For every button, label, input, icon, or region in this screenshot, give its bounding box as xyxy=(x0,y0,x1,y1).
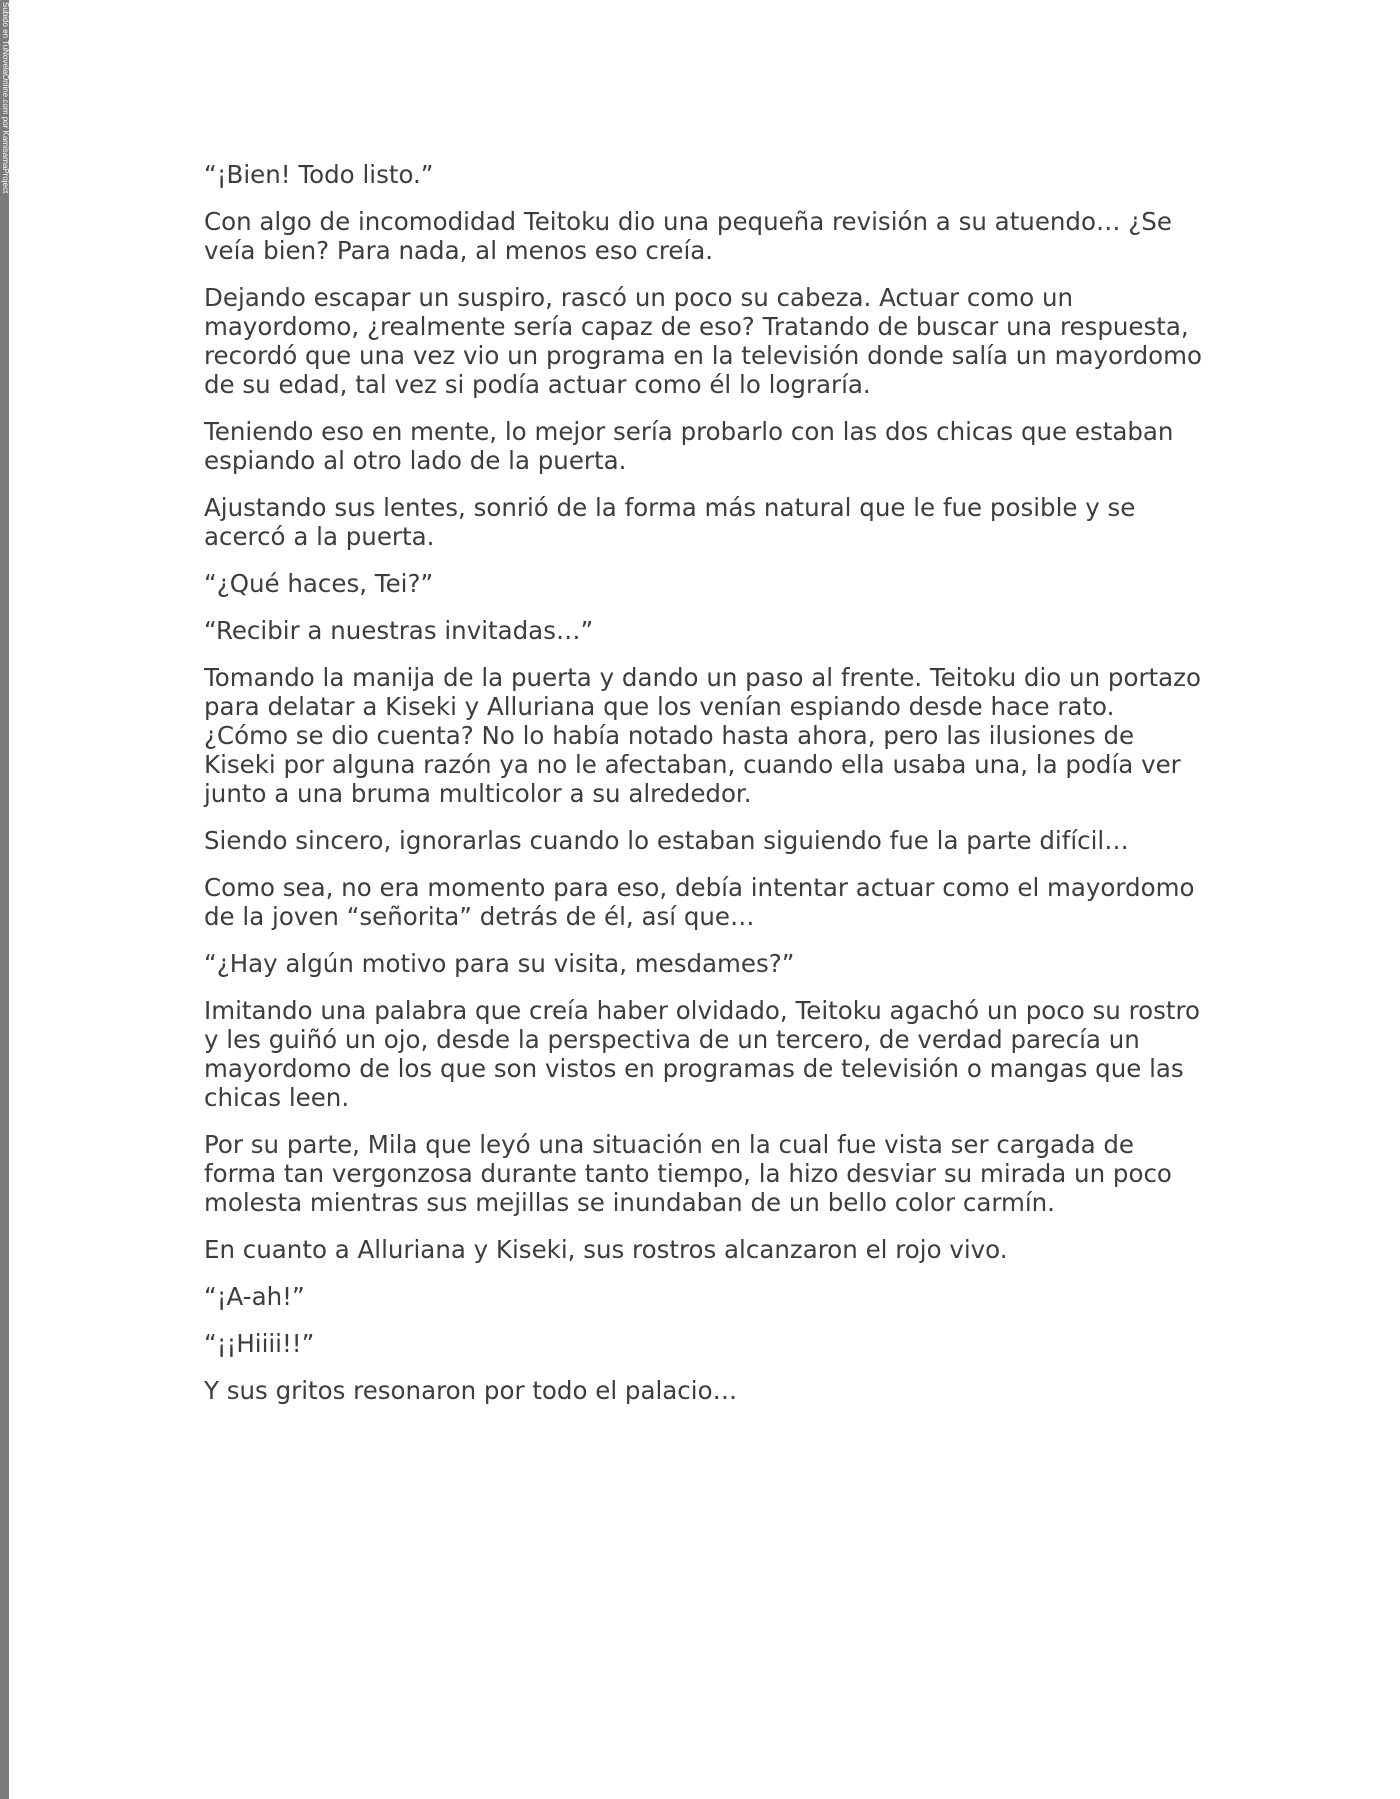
paragraph: Siendo sincero, ignorarlas cuando lo estaban siguiendo fue la parte difícil… xyxy=(204,826,1129,855)
paragraph: Con algo de incomodidad Teitoku dio una pequeña revisión a su atuendo… ¿Se veía bien? Para nada, al menos eso creía. xyxy=(204,207,1172,265)
paragraph: Tomando la manija de la puerta y dando un paso al frente. Teitoku dio un portazo para delatar a Kiseki y Alluriana que los venían espiando desde hace rato. ¿Cómo se dio cuenta? No lo había notado hasta ahora, pero las ilusiones de Kiseki por alguna razón ya no le afectaban, cuando ella usaba una, la podía ver junto a una bruma multicolor a su alrededor. xyxy=(204,663,1201,808)
paragraph: “¡¡Hiiii!!” xyxy=(204,1329,315,1358)
watermark-text: Subido en TuNovelaOnline.com por KamisamaProject xyxy=(1,2,10,194)
paragraph: “¡A-ah!” xyxy=(204,1282,305,1311)
paragraph: “¡Bien! Todo listo.” xyxy=(204,160,434,189)
paragraph: Ajustando sus lentes, sonrió de la forma más natural que le fue posible y se acercó a la puerta. xyxy=(204,493,1136,551)
watermark xyxy=(1,2,9,212)
paragraph: Como sea, no era momento para eso, debía intentar actuar como el mayordomo de la joven “señorita” detrás de él, así que… xyxy=(204,873,1195,931)
left-margin-strip xyxy=(0,0,9,1799)
document-page xyxy=(204,160,1204,1423)
paragraph: Teniendo eso en mente, lo mejor sería probarlo con las dos chicas que estaban espiando al otro lado de la puerta. xyxy=(204,417,1174,475)
paragraph: Dejando escapar un suspiro, rascó un poco su cabeza. Actuar como un mayordomo, ¿realmente sería capaz de eso? Tratando de buscar una respuesta, recordó que una vez vio un programa en la televisión donde salía un mayordomo de su edad, tal vez si podía actuar como él lo lograría. xyxy=(204,283,1203,399)
paragraph: En cuanto a Alluriana y Kiseki, sus rostros alcanzaron el rojo vivo. xyxy=(204,1235,1008,1264)
paragraph: Imitando una palabra que creía haber olvidado, Teitoku agachó un poco su rostro y les guiñó un ojo, desde la perspectiva de un tercero, de verdad parecía un mayordomo de los que son vistos en programas de televisión o mangas que las chicas leen. xyxy=(204,996,1200,1112)
paragraph: Por su parte, Mila que leyó una situación en la cual fue vista ser cargada de forma tan vergonzosa durante tanto tiempo, la hizo desviar su mirada un poco molesta mientras sus mejillas se inundaban de un bello color carmín. xyxy=(204,1130,1172,1217)
paragraph: “¿Qué haces, Tei?” xyxy=(204,569,434,598)
paragraph: “Recibir a nuestras invitadas…” xyxy=(204,616,594,645)
paragraph: “¿Hay algún motivo para su visita, mesdames?” xyxy=(204,949,795,978)
paragraph: Y sus gritos resonaron por todo el palacio… xyxy=(204,1376,738,1405)
